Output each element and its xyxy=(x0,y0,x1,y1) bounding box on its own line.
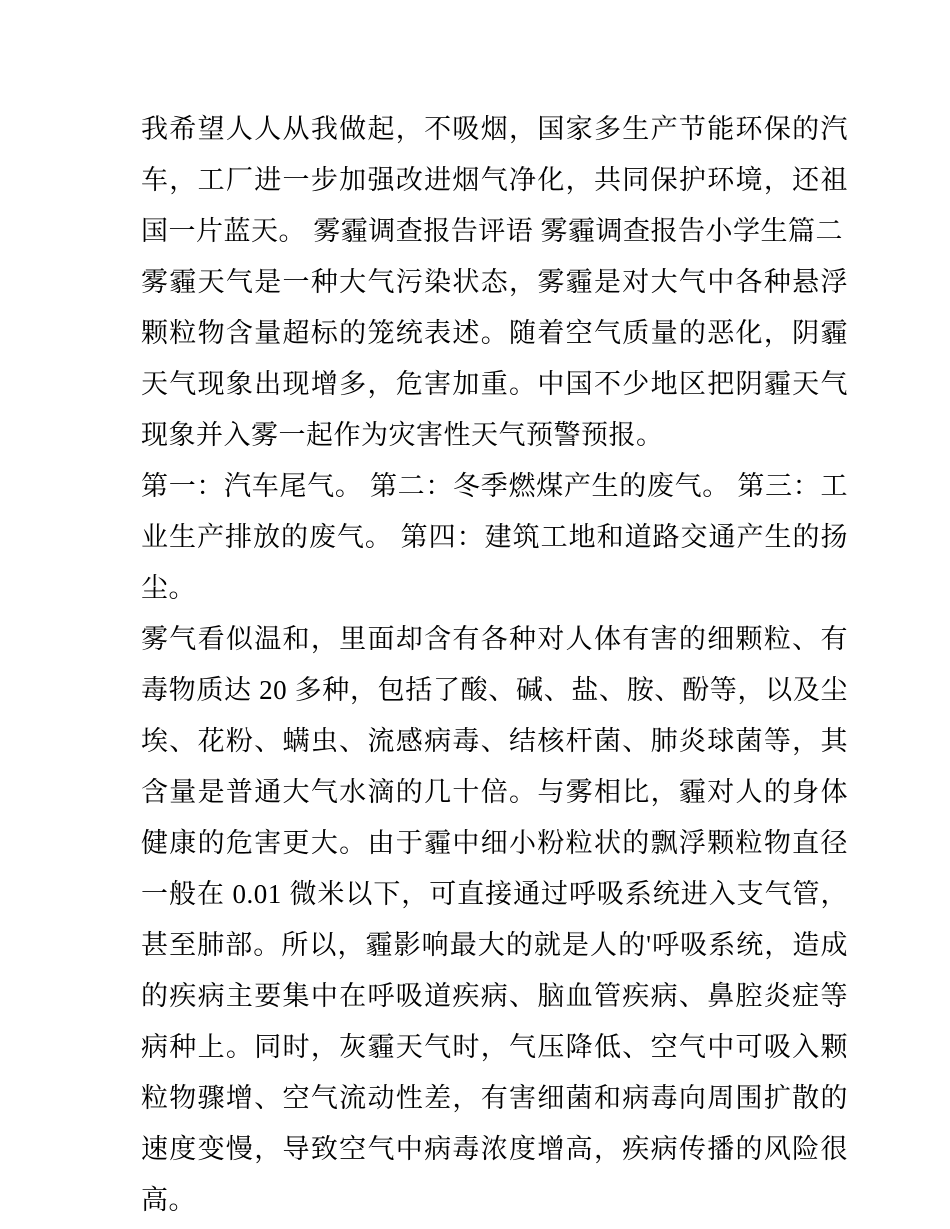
paragraph-smog-health-effects: 雾气看似温和，里面却含有各种对人体有害的细颗粒、有毒物质达 20 多种，包括了酸、碱、盐、胺、酚等，以及尘埃、花粉、螨虫、流感病毒、结核杆菌、肺炎球菌等，其含量是普通大气水滴的几十倍。与雾相比，霾对人的身体健康的危害更大。由于霾中细小粉粒状的飘浮颗粒物直径一般在 0.01 微米以下，可直接通过呼吸系统进入支气管，甚至肺部。所以，霾影响最大的就是人的'呼吸系统，造成的疾病主要集中在呼吸道疾病、脑血管疾病、鼻腔炎症等病种上。同时，灰霾天气时，气压降低、空气中可吸入颗粒物骤增、空气流动性差，有害细菌和病毒向周围扩散的速度变慢，导致空气中病毒浓度增高，疾病传播的风险很高。 xyxy=(141,624,848,1215)
paragraph-smog-definition: 雾霾天气是一种大气污染状态，雾霾是对大气中各种悬浮颗粒物含量超标的笼统表述。随着空气质量的恶化，阴霾天气现象出现增多，危害加重。中国不少地区把阴霾天气现象并入雾一起作为灾害性天气预警预报。 xyxy=(141,267,848,450)
paragraph-smog-causes-list: 第一：汽车尾气。 第二：冬季燃煤产生的废气。 第三：工业生产排放的废气。 第四：建筑工地和道路交通产生的扬尘。 xyxy=(141,471,848,603)
paragraph-hope-statement: 我希望人人从我做起，不吸烟，国家多生产节能环保的汽车，工厂进一步加强改进烟气净化，共同保护环境，还祖国一片蓝天。 雾霾调查报告评语 雾霾调查报告小学生篇二 xyxy=(141,114,848,246)
